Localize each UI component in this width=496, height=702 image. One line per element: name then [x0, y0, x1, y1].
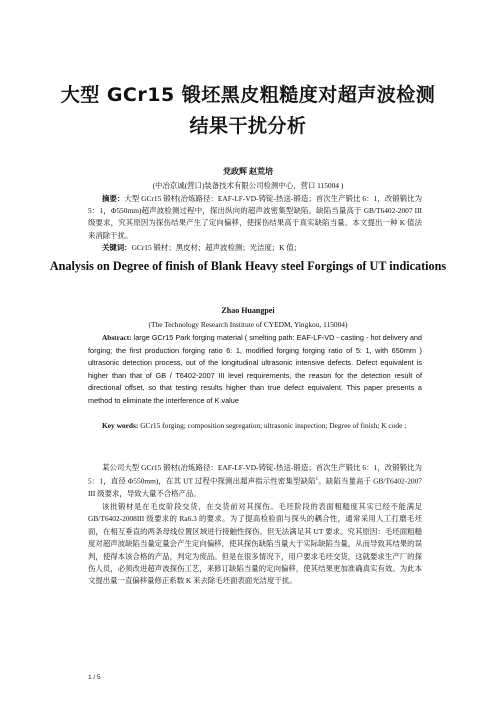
affiliation: (中冶京诚(营口)装备技术有限公司检测中心，营口 115004 )	[152, 181, 344, 190]
body-paragraph-1	[88, 462, 422, 501]
abstract-en-label: Abstract:	[102, 333, 132, 342]
body-p1-tail: 。缺陷当量高于 GB/T6402-2007 III 级要求，导致大量不合格产品。	[88, 476, 422, 499]
abstract-en-text: large GCr15 Park forging material ( smelting path: EAF-LF-VD - casting - hot delivery and forging; the first production forging ratio 6: 1, modified forging forging ratio of 5: 1, with 650mm ) ultrasonic detection process, out of the longitudinal ultrasonic intensive defects. Defect equivalent is higher than that of GB / T6402-2007 III level requirements, the reason for the detection result of directional offset, so that testing results higher than true defect equivalent. This paper presents a method to eliminate the interference of K value	[88, 333, 422, 405]
abstract-cn-text: 大型 GCr15 锻材(冶炼路径：EAF-LF-VD-铸锭-热送-锻造；首次生产锻比 6：1，改锻锻比为 5：1，Φ550mm)超声波检测过程中，探出纵向的超声波密集型缺陷。缺陷当量高于 GB/T6402-2007 III 级要求，究其原因为探伤结果产生了定向偏移，使探伤结果高于真实缺陷当量。本文提出一种 K 值法来消除干扰。	[88, 194, 422, 240]
keywords-cn-label: 关键词：	[102, 243, 132, 252]
keywords-en	[88, 420, 422, 432]
keywords-cn-text: GCr15 锻材；黑皮材；超声波检测；光洁度；K 值；	[131, 243, 302, 252]
page-number: 1 / 5	[88, 674, 101, 681]
abstract-cn	[88, 193, 422, 242]
citation-1: 1	[315, 477, 319, 483]
english-author: Zhao Huangpei	[221, 306, 275, 315]
body-p1-text: 某公司大型 GCr15 锻材(冶炼路径：EAF-LF-VD-铸锭-热送-锻造；首次生产锻比 6：1，改锻锻比为 5：1，直径 Φ550mm)，在其 UT 过程中探测出超声指示性密集型缺陷	[88, 463, 422, 486]
body-paragraph-2: 该批锻材是在毛皮阶段交货，在交货前对其探伤。毛坯阶段的表面粗糙度其实已经不能满足 GB/T6402-2008III 级要求的 Ra6.3 的要求。为了提高检验面与探头的耦合性，通常采用人工打磨毛坯面，在相互垂直的两条母线位置区域进行接触性探伤。但无法满足其 UT 要求。究其原因：毛坯面粗糙度对超声波缺陷当量定量会产生定向偏移，使其探伤缺陷当量大于实际缺陷当量，从而导致其结果的误判，使得本该合格的产品，判定为废品。但是在很多情况下，用户要求毛坯交货，这就要求生产厂的探伤人员，必须改进超声波探伤工艺，来修订缺陷当量的定向偏移，使其结果更加准确真实有效。为此本文提出量一直偏移量修正系数 K 来去除毛坯面表面光洁度干扰。	[88, 502, 422, 586]
authors: 党政辉 赵荒培	[223, 167, 273, 176]
keywords-en-text: GCr15 forging; composition segregation; ultrasonic inspection; Degree of finish; K code ;	[138, 421, 407, 430]
title-line-2: 结果干扰分析	[189, 115, 307, 137]
title-line-1: 大型 GCr15 锻坯黑皮粗糙度对超声波检测	[60, 84, 436, 106]
keywords-cn	[88, 242, 422, 254]
keywords-en-label: Key words:	[102, 421, 139, 430]
abstract-en	[88, 332, 422, 408]
english-title: Analysis on Degree of finish of Blank Heavy steel Forgings of UT indications	[49, 259, 447, 273]
english-affiliation: (The Technology Research Institute of CYEDM, Yingkou, 115004)	[148, 320, 348, 329]
abstract-cn-label: 摘要：	[102, 194, 125, 203]
